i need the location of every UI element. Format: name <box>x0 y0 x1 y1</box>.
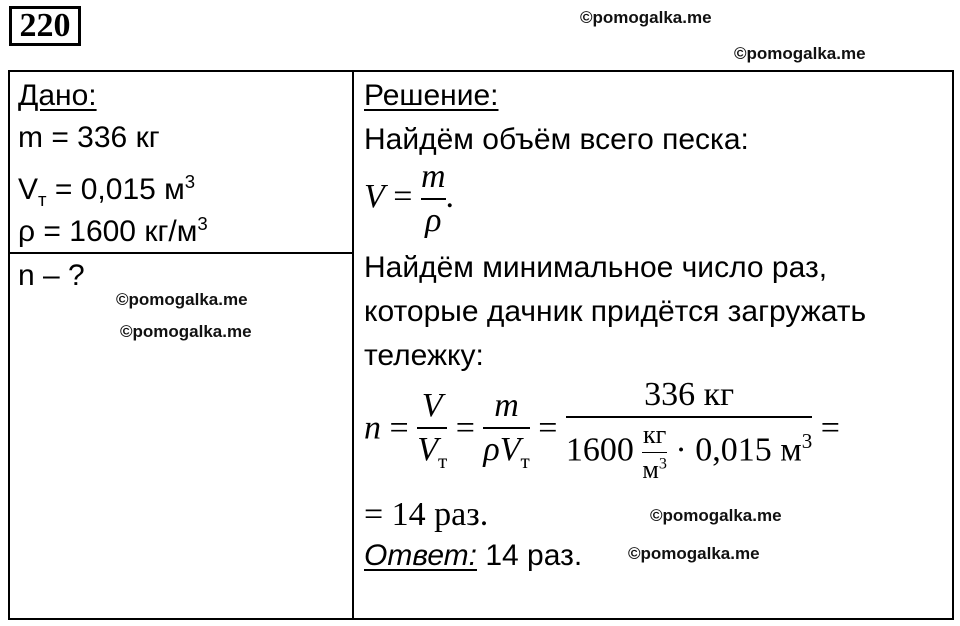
find-label: n – ? <box>18 259 85 292</box>
solution-step2-line1: Найдём минимальное число раз, <box>364 251 828 284</box>
answer-line <box>364 538 582 574</box>
solution-table <box>8 70 954 620</box>
problem-number: 220 <box>9 6 81 46</box>
solution-step1: Найдём объём всего песка: <box>364 123 749 156</box>
watermark: ©pomogalka.me <box>734 44 866 63</box>
column-divider <box>352 72 354 618</box>
formula-count: n = $\frac{V}{V_т}$ = $\frac{m}{\rho V_т}$ = 336 кг 1600 $\frac{кг}{м^3}$ · 0,015 $м^3$ = <box>364 376 840 484</box>
given-title: Дано: <box>18 79 97 112</box>
given-density: ρ = 1600 $кг/м^3$ <box>18 213 208 248</box>
given-mass: m = 336 кг <box>18 121 160 154</box>
solution-step2-line2: которые дачник придётся загружать <box>364 295 867 328</box>
watermark: ©pomogalka.me <box>580 8 712 27</box>
formula-result: = 14 раз. <box>364 496 489 533</box>
answer-value: 14 раз. <box>477 539 583 572</box>
watermark: ©pomogalka.me <box>120 322 252 341</box>
watermark: ©pomogalka.me <box>628 544 760 563</box>
solution-title: Решение: <box>364 79 499 112</box>
given-divider <box>10 252 352 254</box>
answer-label: Ответ: <box>364 539 477 572</box>
solution-step2-line3: тележку: <box>364 339 484 372</box>
given-volume: $V_т = 0,015$ $м^3$ <box>18 171 196 210</box>
formula-volume: V = $\frac{m}{\rho}$ . <box>364 158 455 239</box>
watermark: ©pomogalka.me <box>116 290 248 309</box>
watermark: ©pomogalka.me <box>650 506 782 525</box>
